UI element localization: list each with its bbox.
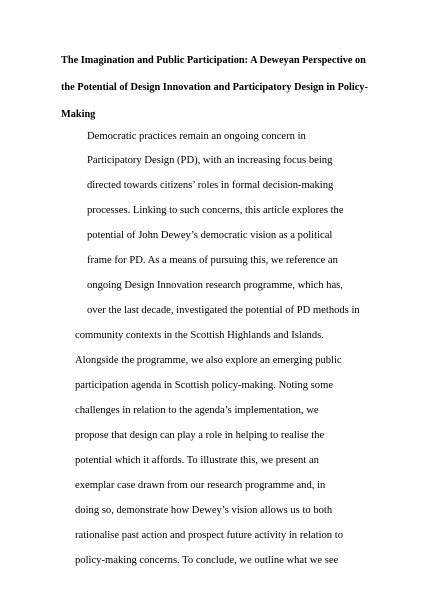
abstract-line: processes. Linking to such concerns, this article explores the — [87, 205, 344, 216]
title-line: The Imagination and Public Participation: A Deweyan Perspective on — [61, 55, 366, 66]
abstract-line: participation agenda in Scottish policy-making. Noting some — [75, 380, 334, 391]
abstract-line: propose that design can play a role in helping to realise the — [75, 430, 325, 441]
abstract-line: Participatory Design (PD), with an increasing focus being — [87, 155, 333, 166]
abstract-line: potential of John Dewey’s democratic vision as a political — [87, 230, 333, 241]
abstract-line: challenges in relation to the agenda’s implementation, we — [75, 405, 319, 416]
abstract-line: potential which it affords. To illustrate this, we present an — [75, 455, 319, 466]
abstract-line: community contexts in the Scottish Highlands and Islands. — [75, 330, 324, 341]
abstract-line: Democratic practices remain an ongoing concern in — [87, 131, 306, 142]
abstract-line: over the last decade, investigated the potential of PD methods in — [87, 305, 360, 316]
abstract-line: ongoing Design Innovation research programme, which has, — [87, 280, 343, 291]
title-line: the Potential of Design Innovation and Participatory Design in Policy- — [61, 82, 368, 93]
abstract-line: rationalise past action and prospect future activity in relation to — [75, 530, 343, 541]
abstract-line: directed towards citizens’ roles in formal decision-making — [87, 180, 334, 191]
abstract-line: exemplar case drawn from our research programme and, in — [75, 480, 326, 491]
abstract-line: doing so, demonstrate how Dewey’s vision allows us to both — [75, 505, 333, 516]
abstract-line: policy-making concerns. To conclude, we outline what we see — [75, 555, 339, 566]
abstract-line: frame for PD. As a means of pursuing this, we reference an — [87, 255, 338, 266]
title-line: Making — [61, 109, 96, 120]
abstract-line: Alongside the programme, we also explore an emerging public — [75, 355, 342, 366]
